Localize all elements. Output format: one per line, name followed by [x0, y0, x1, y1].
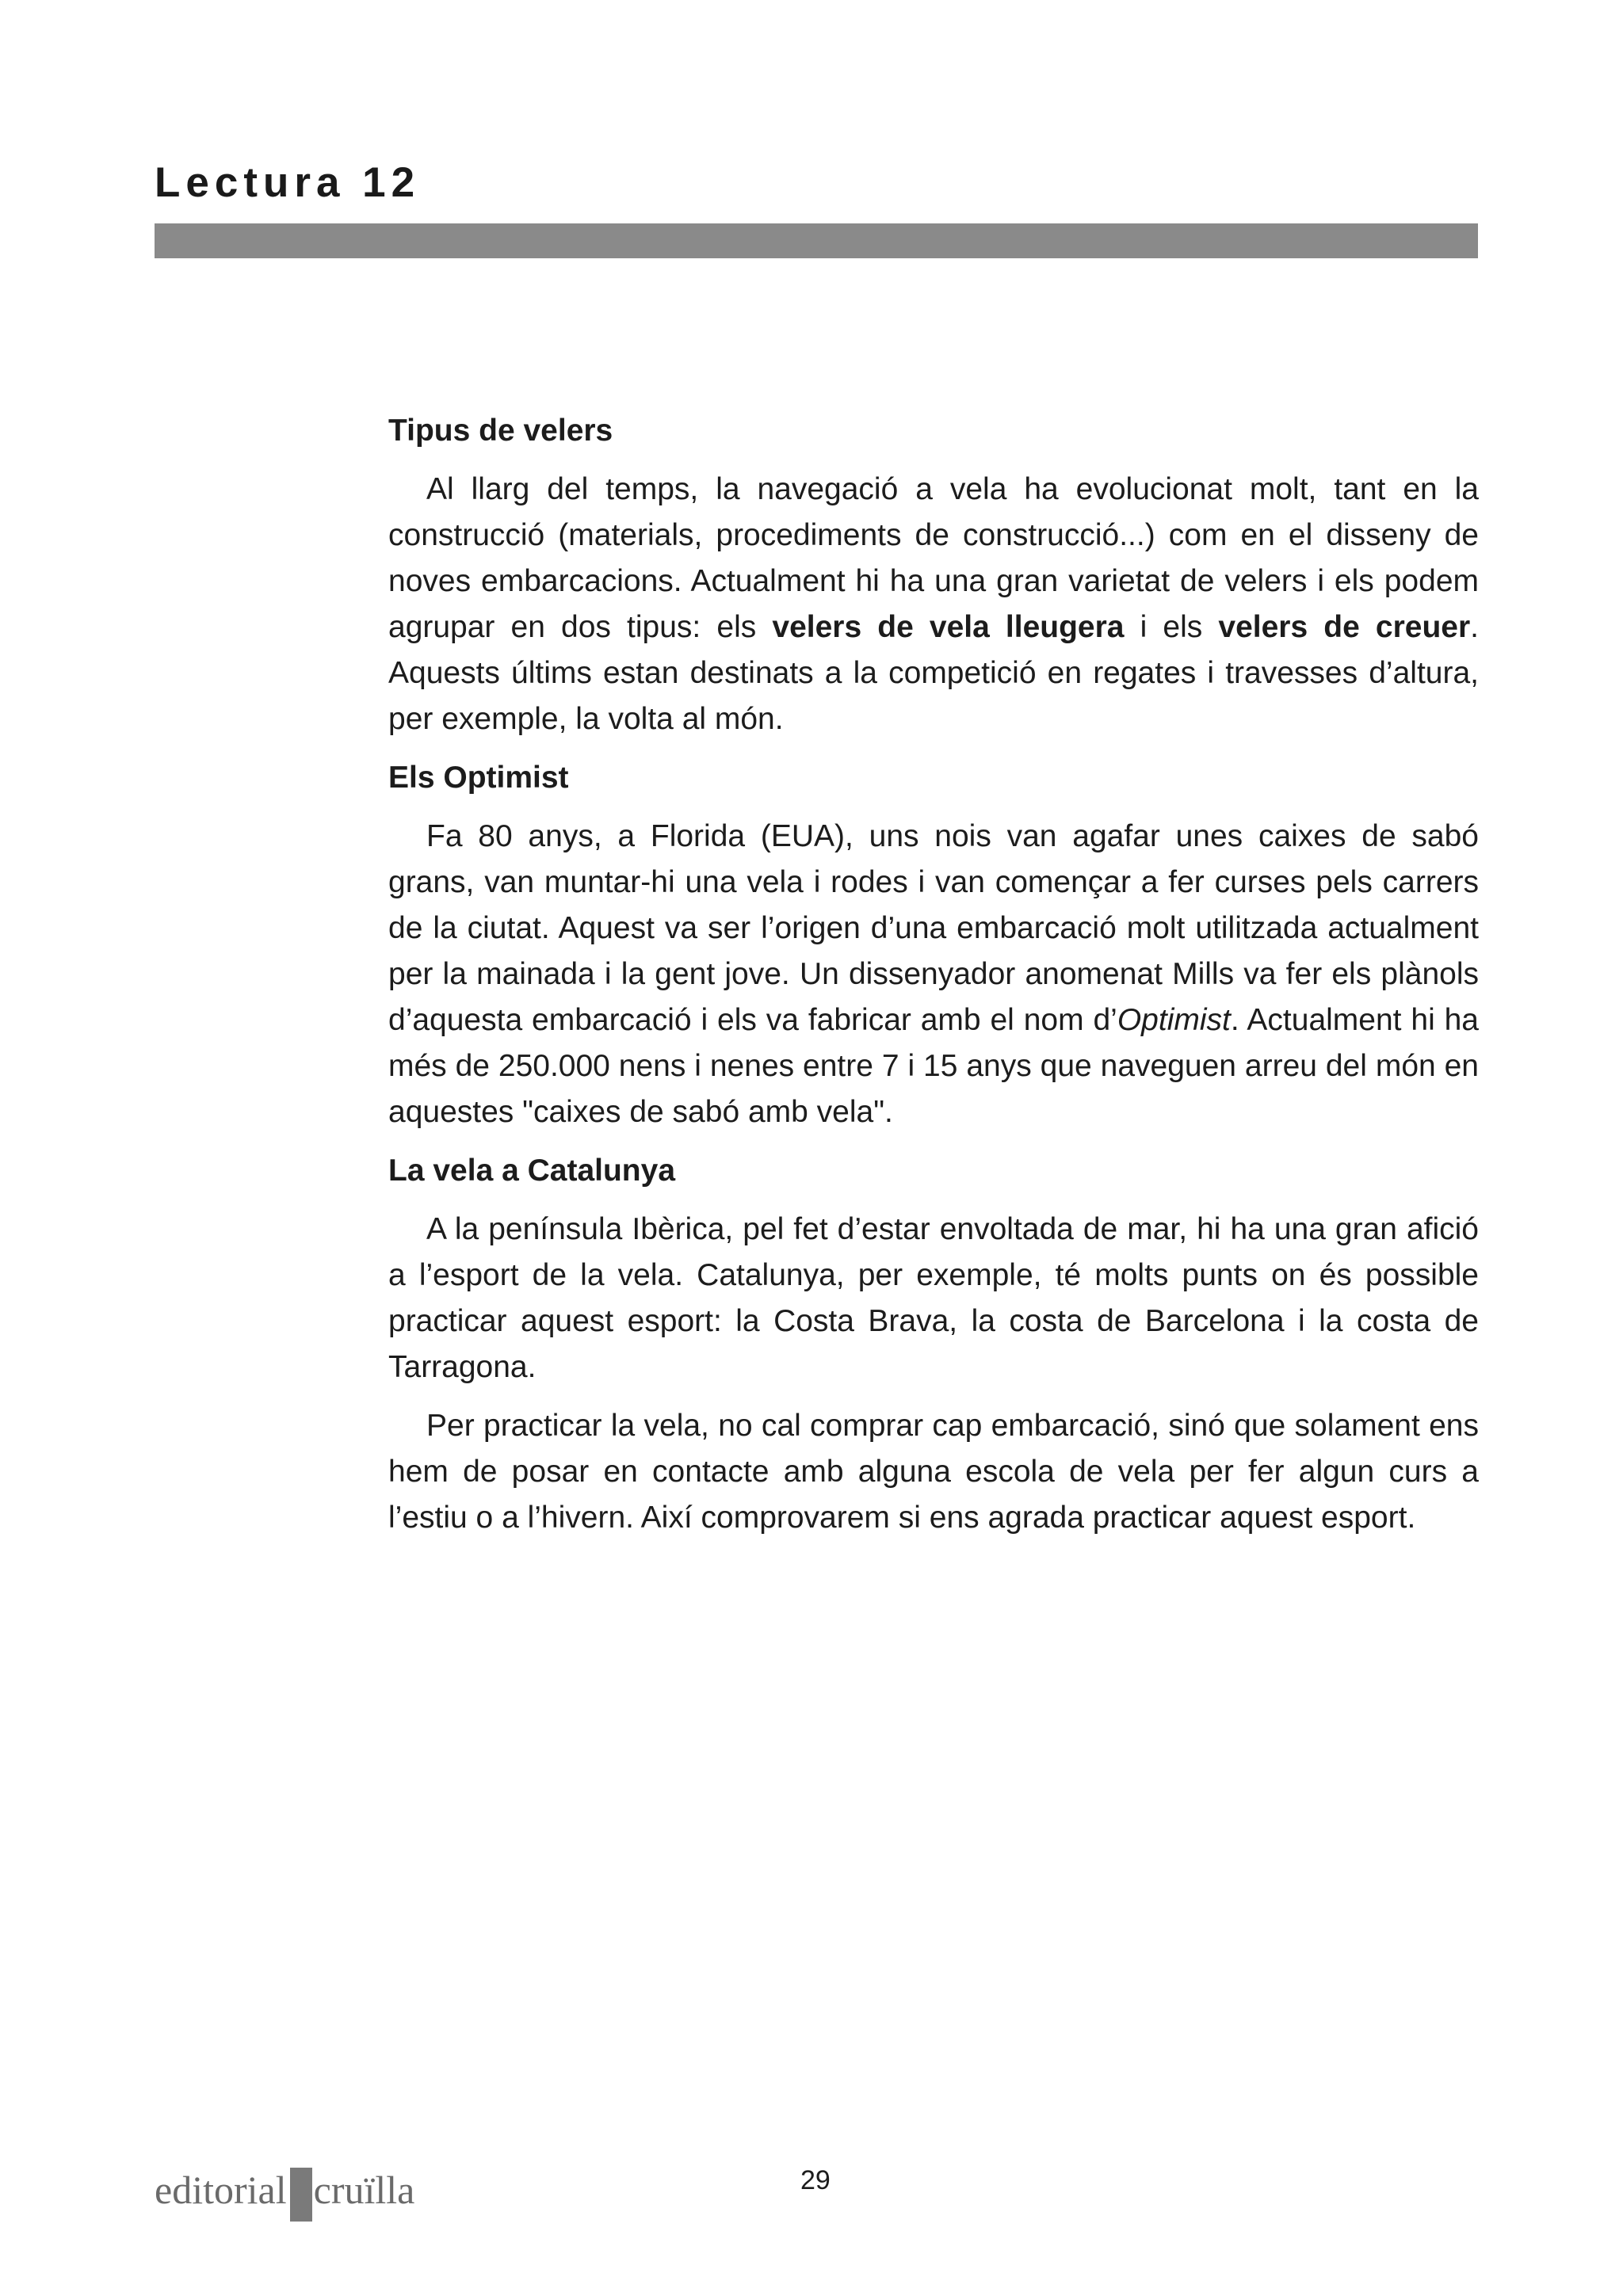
- publisher-mark-letter: c: [313, 2168, 331, 2212]
- bold-term: velers de creuer: [1218, 610, 1471, 644]
- publisher-name: ruïlla: [330, 2168, 415, 2212]
- section-heading: Tipus de velers: [388, 414, 613, 448]
- paragraph: [388, 467, 1479, 742]
- text-run: Per practicar la vela, no cal comprar cap embarcació, sinó que solament ens hem de posar en contacte amb alguna escola de vela per fer algun curs a l’estiu o a l’hivern. Així comprovarem si ens agrada practicar aquest esport.: [388, 1409, 1479, 1535]
- text-run: Fa 80 anys, a Florida (EUA), uns nois van agafar unes caixes de sabó grans, van muntar-hi una vela i rodes i van començar a fer curses pels carrers de la ciutat. Aquest va ser l’origen d’una embarcació molt utilitzada actualment per la mainada i la gent jove. Un dissenyador anomenat Mills va fer els plànols d’aquesta embarcació i els va fabricar amb el nom d’: [388, 819, 1479, 1037]
- text-run: Al llarg del temps, la navegació a vela ha evolucionat molt, tant en la construcció (materials, procediments de construcció...) com en el disseny de noves embarcacions. Actualment hi ha una gran varietat de velers i els podem agrupar en dos tipus: els: [388, 472, 1479, 644]
- page-title: Lectura 12: [155, 159, 421, 206]
- publisher-logo: [155, 2163, 414, 2217]
- page-number: 29: [800, 2165, 831, 2195]
- section-heading: La vela a Catalunya: [388, 1154, 676, 1188]
- italic-term: Optimist: [1117, 1003, 1231, 1037]
- bold-term: velers de vela lleugera: [772, 610, 1125, 644]
- publisher-word: editorial: [155, 2168, 287, 2212]
- paragraph: [388, 814, 1479, 1135]
- text-run: . Aquests últims estan destinats a la competició en regates i travesses d’altura, per exemple, la volta al món.: [388, 610, 1480, 736]
- text-run: . Actualment hi ha més de 250.000 nens i nenes entre 7 i 15 anys que naveguen arreu del món en aquestes "caixes de sabó amb vela".: [388, 1003, 1479, 1129]
- header-rule: [155, 223, 1478, 258]
- paragraph: [388, 1403, 1479, 1541]
- text-run: A la península Ibèrica, pel fet d’estar envoltada de mar, hi ha una gran afició a l’esport de la vela. Catalunya, per exemple, té molts punts on és possible practicar aquest esport: la Costa Brava, la costa de Barcelona i la costa de Tarragona.: [388, 1212, 1479, 1384]
- paragraph: [388, 1207, 1479, 1390]
- section-heading: Els Optimist: [388, 761, 569, 795]
- text-run: i els: [1124, 610, 1219, 644]
- logo-mark-icon: [290, 2168, 312, 2222]
- main-content: [388, 408, 1479, 1554]
